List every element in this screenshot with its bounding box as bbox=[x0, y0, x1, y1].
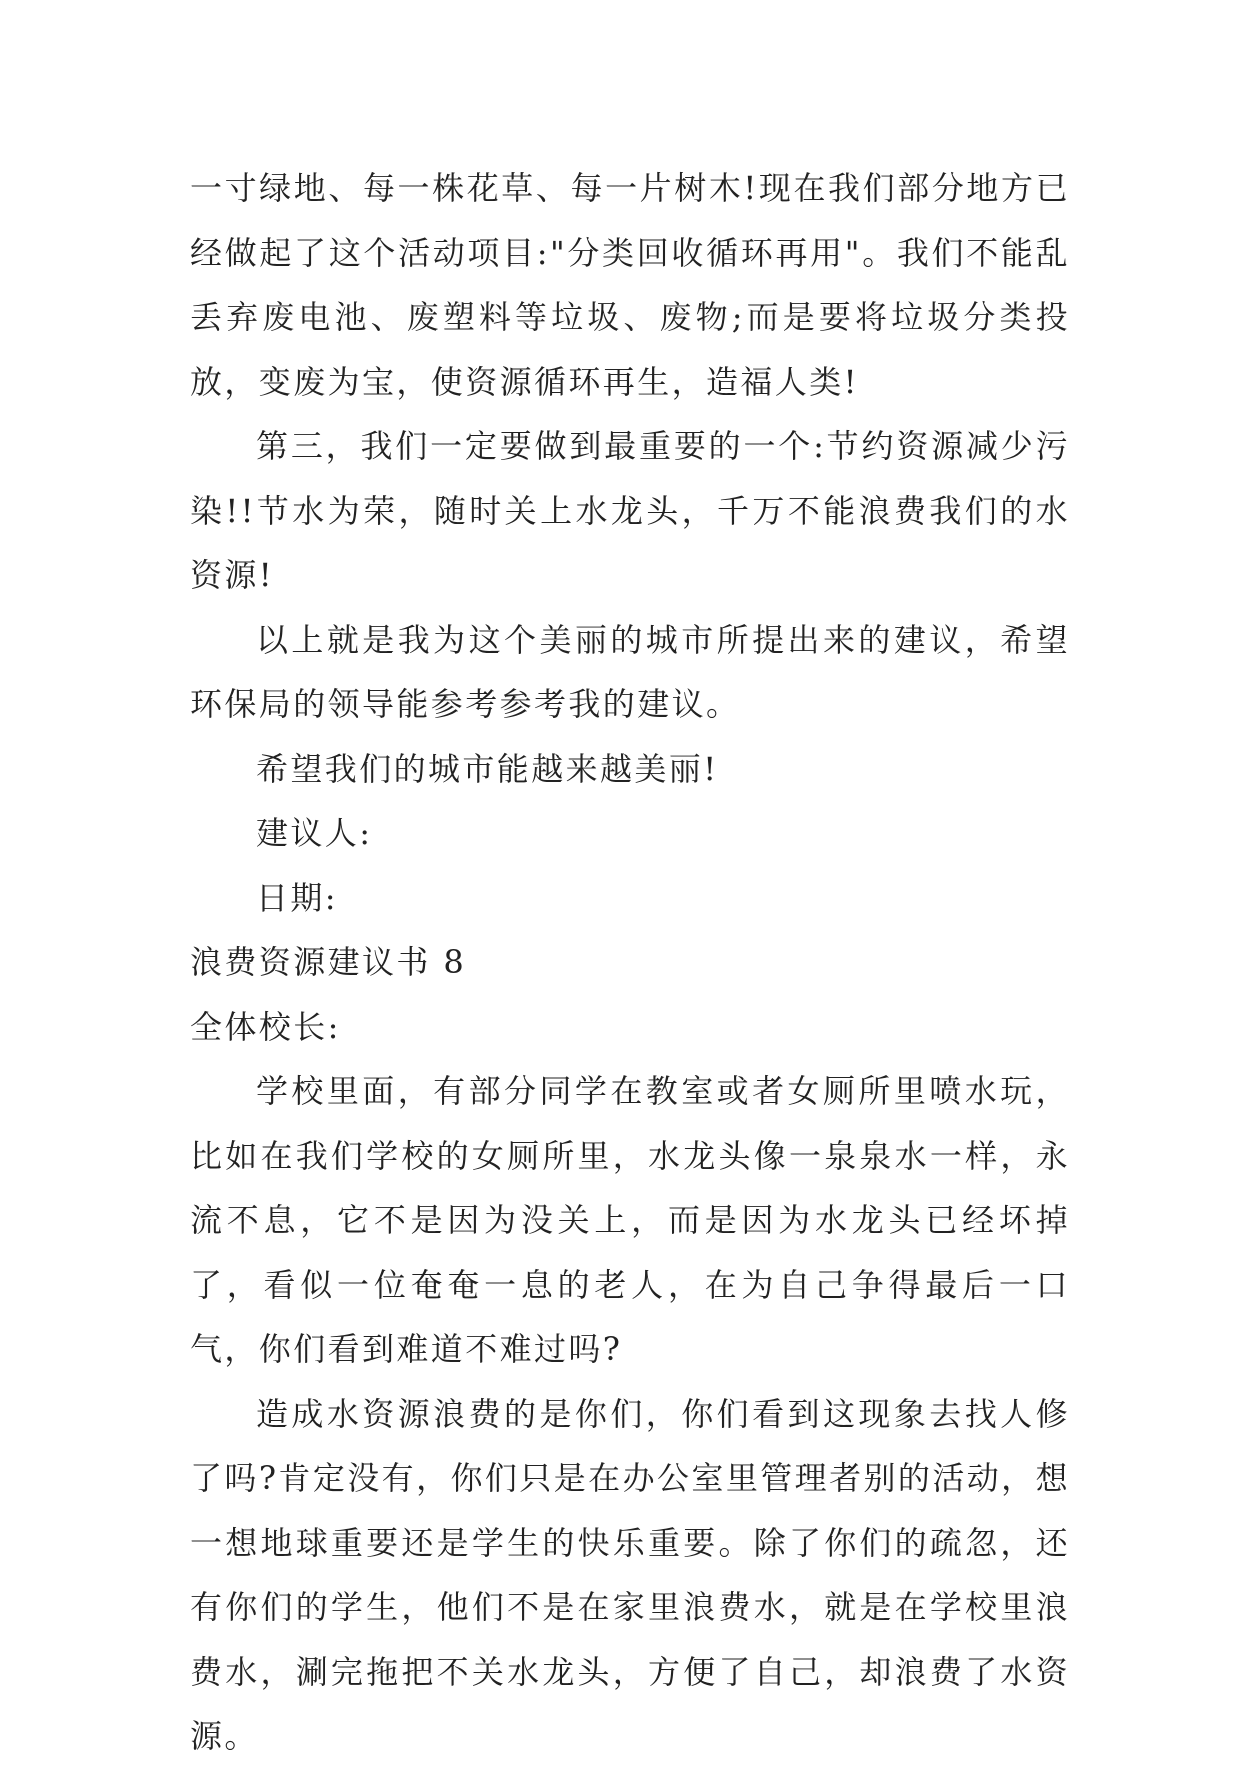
document-body bbox=[190, 156, 1070, 1769]
date-line: 日期: bbox=[256, 878, 338, 917]
salutation: 全体校长: bbox=[190, 1007, 341, 1046]
paragraph-1: 一寸绿地、每一株花草、每一片树木!现在我们部分地方已经做起了这个活动项目:"分类回收循环再用"。我们不能乱丢弃废电池、废塑料等垃圾、废物;而是要将垃圾分类投放，变废为宝，使资源循环再生，造福人类! bbox=[190, 169, 1070, 401]
paragraph-5: 学校里面，有部分同学在教室或者女厕所里喷水玩，比如在我们学校的女厕所里，水龙头像一泉泉水一样，永流不息，它不是因为没关上，而是因为水龙头已经坏掉了，看似一位奄奄一息的老人，在为自己争得最后一口气，你们看到难道不难过吗? bbox=[190, 1072, 1070, 1368]
paragraph-2: 第三，我们一定要做到最重要的一个:节约资源减少污染!!节水为荣，随时关上水龙头，千万不能浪费我们的水资源! bbox=[190, 427, 1070, 594]
proposer-line: 建议人: bbox=[256, 814, 373, 852]
paragraph-6: 造成水资源浪费的是你们，你们看到这现象去找人修了吗?肯定没有，你们只是在办公室里管理者别的活动，想一想地球重要还是学生的快乐重要。除了你们的疏忽，还有你们的学生，他们不是在家里浪费水，就是在学校里浪费水，涮完拖把不关水龙头，方便了自己，却浪费了水资源。 bbox=[190, 1394, 1070, 1755]
paragraph-4: 希望我们的城市能越来越美丽! bbox=[256, 749, 719, 788]
paragraph-3: 以上就是我为这个美丽的城市所提出来的建议，希望环保局的领导能参考参考我的建议。 bbox=[190, 620, 1070, 723]
section-title: 浪费资源建议书 8 bbox=[190, 943, 467, 981]
